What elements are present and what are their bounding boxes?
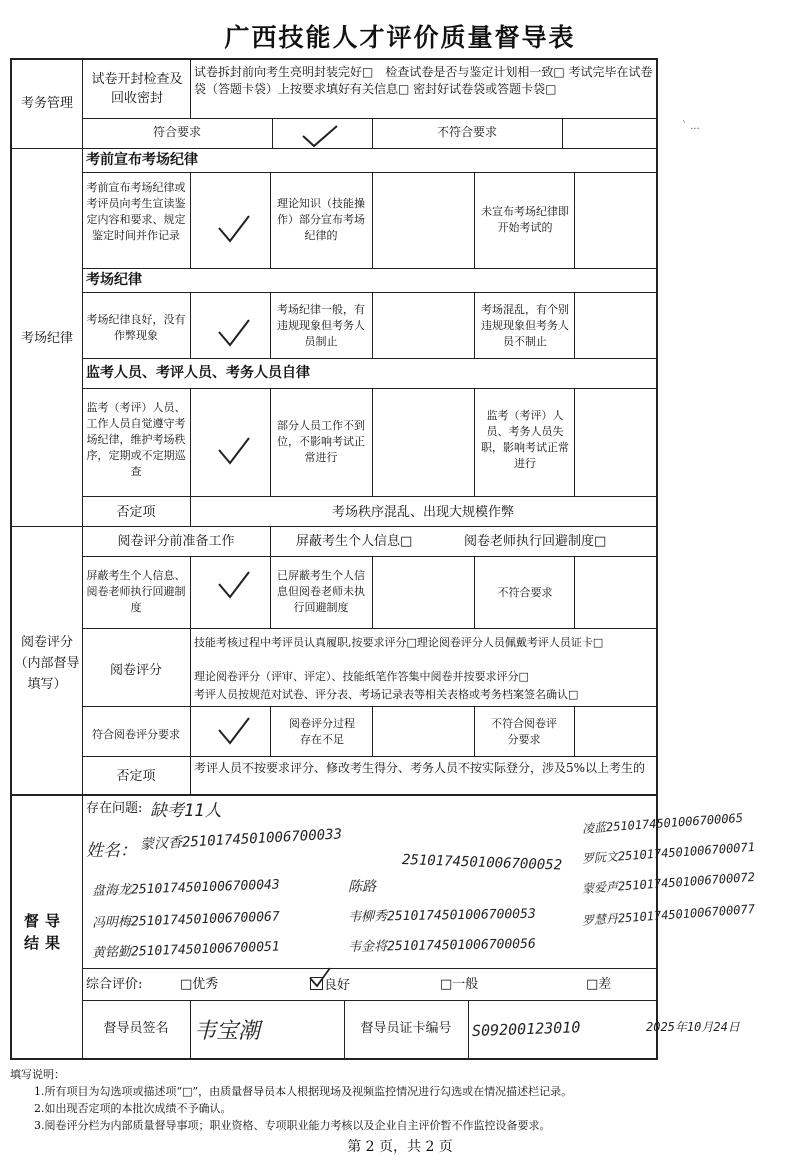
s2-good: 考场纪律良好，没有作弊现象 (86, 313, 186, 342)
p-good: 屏蔽考生个人信息、阅卷老师执行回避制度 (86, 569, 186, 614)
hw-entry-11: 黄铭勤2510174501006700051 (91, 939, 280, 961)
hw-entry-4: 罗阮文2510174501006700071 (581, 839, 756, 866)
eval-option-poor: □差 (586, 977, 612, 992)
shield-item: 屏蔽考生个人信息□ (296, 534, 413, 549)
note-2: 2.如出现否定项的本批次成绩不予确认。 (34, 1102, 232, 1115)
page-footer: 第 2 页，共 2 页 (347, 1139, 453, 1155)
p-bad: 不符合要求 (497, 586, 553, 599)
note-3: 3.阅卷评分栏为内部质量督导事项；职业资格、专项职业能力考核以及企业自主评价暂不作监控设备要求。 (34, 1119, 551, 1132)
s1-good: 考前宣布考场纪律或考评员向考生宣读鉴定内容和要求、规定鉴定时间并作记录 (86, 181, 186, 242)
page-title: 广西技能人才评价质量督导表 (224, 23, 576, 52)
notes-head: 填写说明： (10, 1068, 65, 1081)
hw-entry-12: 韦金将2510174501006700056 (347, 936, 536, 955)
section-title-1: 考前宣布考场纪律 (86, 152, 198, 168)
kaowu-conform: 符合要求 (152, 125, 201, 139)
check-icon (216, 436, 252, 466)
veto-label-1: 否定项 (116, 505, 156, 520)
eval-option-normal: □一般 (440, 977, 479, 992)
section-title-3: 监考人员、考评人员、考务人员自律 (86, 365, 310, 381)
hw-entry-2: 2510174501006700052 (401, 852, 563, 874)
check-icon (216, 318, 252, 348)
prep-title: 阅卷评分前准备工作 (117, 534, 235, 549)
fill-notes (10, 1066, 573, 1134)
hw-entry-7: 蒙爱声2510174501006700072 (581, 869, 756, 896)
hw-entry-3: 凌蓝2510174501006700065 (581, 810, 744, 836)
sign-date: 2025年10月24日 (646, 1020, 740, 1034)
margin-mark: ` ... (682, 121, 700, 132)
s1-mid: 理论知识（技能操作）部分宣布考场纪律的 (277, 197, 365, 242)
kaowu-desc: 试卷拆封前向考生亮明封装完好□ 检查试卷是否与鉴定计划相一致□ 考试完毕在试卷袋（答题卡袋）上按要求填好有关信息□ 密封好试卷袋或答题卡袋□ (194, 65, 653, 96)
check-icon (216, 570, 252, 600)
check-icon (300, 124, 340, 148)
s3-mid: 部分人员工作不到位，不影响考试正常进行 (277, 419, 365, 464)
kaowu-sub-label: 试卷开封检查及回收密封 (91, 72, 183, 106)
c-good: 符合阅卷评分要求 (92, 728, 180, 741)
yuejuan-label: 阅卷评分（内部督导填写） (14, 635, 80, 692)
score-label: 阅卷评分 (109, 663, 162, 678)
check-icon (216, 214, 252, 244)
s1-bad: 未宣布考场纪律即开始考试的 (481, 205, 569, 234)
hw-entry-6: 陈路 (348, 879, 376, 895)
s2-bad: 考场混乱，有个别违规现象但考务人员不制止 (481, 303, 569, 348)
veto-text-1: 考场秩序混乱、出现大规模作弊 (331, 505, 514, 520)
hw-names-label: 姓名： (86, 841, 137, 861)
eval-option-good: 良好 (310, 976, 350, 994)
check-icon (216, 716, 252, 746)
hw-entry-9: 韦柳秀2510174501006700053 (347, 906, 536, 925)
score-desc-2: 理论阅卷评分（评审、评定）、技能纸笔作答集中阅卷并按要求评分□ (194, 670, 529, 683)
kaowu-nonconform: 不符合要求 (436, 125, 497, 139)
hw-entry-1: 蒙汉香2510174501006700033 (139, 826, 343, 853)
section-title-2: 考场纪律 (86, 272, 142, 288)
card-number: S09200123010 (471, 1018, 581, 1040)
veto-text-2: 考评人员不按要求评分、修改考生得分、考务人员不按实际登分，涉及5%以上考生的 (194, 761, 646, 775)
kaowu-label: 考务管理 (20, 96, 73, 111)
hw-absent: 缺考11人 (150, 801, 222, 821)
signature: 韦宝潮 (194, 1019, 261, 1044)
p-mid: 已屏蔽考生个人信息但阅卷老师未执行回避制度 (277, 569, 365, 614)
s3-good: 监考（考评）人员、工作人员自觉遵守考场纪律，维护考场秩序，定期或不定期巡查 (86, 401, 186, 478)
hw-entry-10: 罗慧丹2510174501006700077 (581, 901, 756, 928)
hw-entry-8: 冯明梅2510174501006700067 (91, 909, 280, 931)
score-desc-3: 考评人员按规范对试卷、评分表、考场记录表等相关表格或考务档案签名确认□ (194, 688, 579, 701)
veto-label-2: 否定项 (116, 769, 156, 784)
eval-option-excellent: □优秀 (180, 977, 219, 992)
s2-mid: 考场纪律一般，有违规现象但考务人员制止 (277, 303, 365, 348)
kaochang-label: 考场纪律 (20, 331, 73, 346)
c-mid: 阅卷评分过程存在不足 (289, 717, 355, 746)
score-desc-1: 技能考核过程中考评员认真履职,按要求评分□理论阅卷评分人员佩戴考评人员证卡□ (194, 636, 604, 649)
check-icon (308, 966, 332, 988)
note-1: 1.所有项目为勾选项或描述项“□”，由质量督导员本人根据现场及视频监控情况进行勾选或在情况描述栏记录。 (34, 1085, 573, 1098)
eval-label: 综合评价: (86, 977, 143, 992)
s3-bad: 监考（考评）人员、考务人员失职，影响考试正常进行 (481, 409, 569, 470)
c-bad: 不符合阅卷评分要求 (491, 717, 557, 746)
sign-label: 督导员签名 (103, 1021, 169, 1036)
problem-label: 存在问题: (86, 801, 143, 816)
card-label: 督导员证卡编号 (360, 1021, 452, 1036)
result-label: 督导结果 (23, 912, 66, 952)
hw-entry-5: 盘海龙2510174501006700043 (91, 877, 280, 899)
avoid-item: 阅卷老师执行回避制度□ (464, 534, 607, 549)
